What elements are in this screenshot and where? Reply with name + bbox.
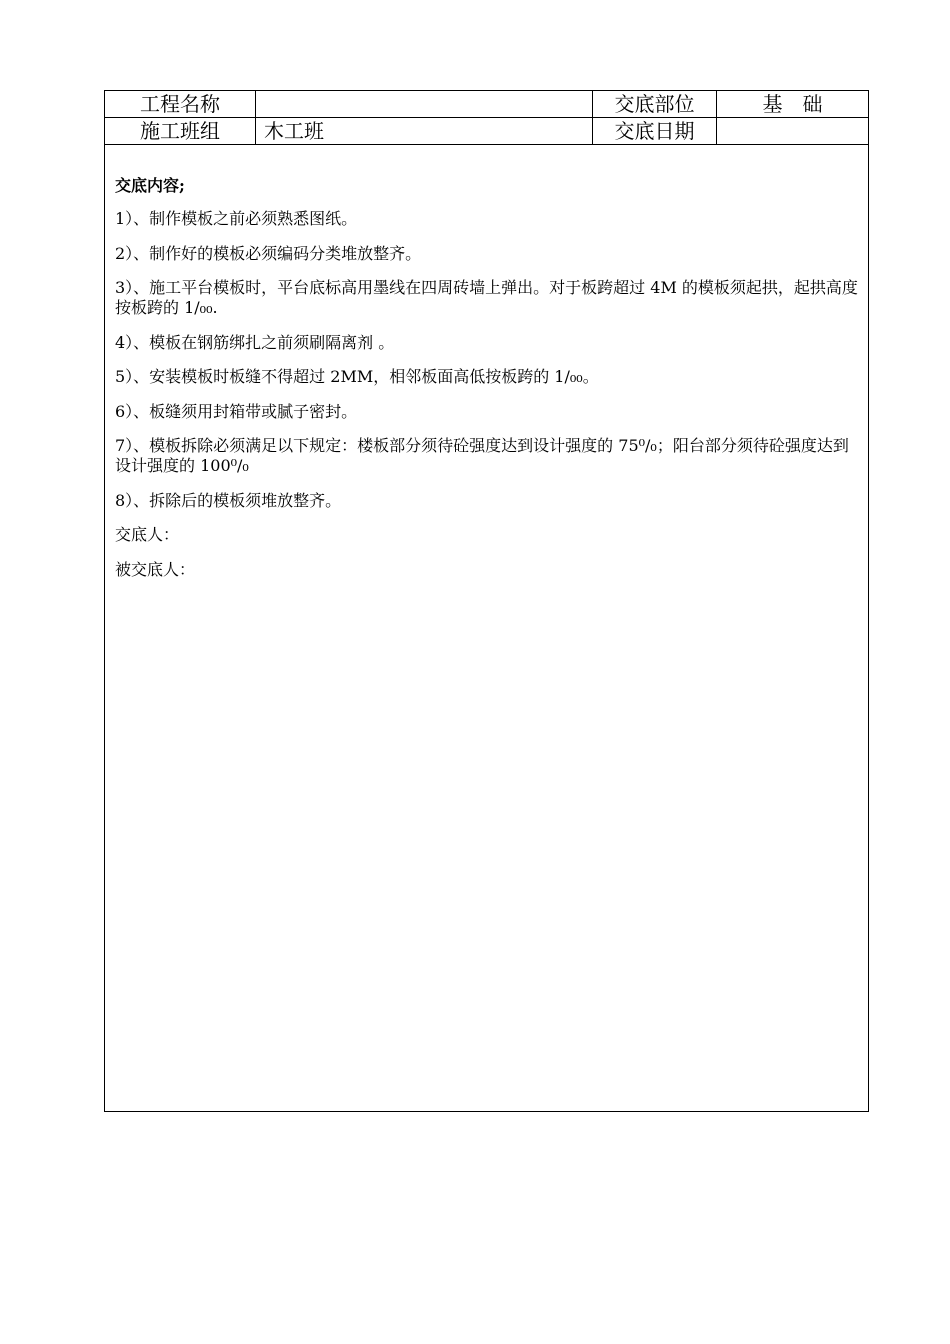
handover-date-value (717, 118, 868, 144)
content-item: 1）、制作模板之前必须熟悉图纸。 (115, 209, 358, 228)
content-item: 4）、模板在钢筋绑扎之前须刷隔离剂 。 (115, 332, 395, 352)
project-name-value (256, 91, 593, 117)
content-item: 7）、模板拆除必须满足以下规定：楼板部分须待砼强度达到设计强度的 75⁰/₀；阳台部分须待砼强度达到设计强度的 100⁰/₀ (115, 436, 849, 475)
crew-value: 木工班 (256, 118, 593, 144)
received-by-label: 被交底人： (115, 559, 196, 579)
content-item: 3）、施工平台模板时，平台底标高用墨线在四周砖墙上弹出。对于板跨超过 4M 的模板须起拱，起拱高度按板跨的 1/₀₀. (115, 278, 858, 317)
handover-date-label: 交底日期 (593, 118, 717, 144)
content-heading: 交底内容; (115, 176, 185, 195)
header-row-1 (105, 91, 868, 118)
content-area (115, 176, 863, 594)
content-item: 8）、拆除后的模板须堆放整齐。 (115, 490, 342, 510)
content-item: 6）、板缝须用封箱带或腻子密封。 (115, 401, 358, 421)
project-name-label: 工程名称 (105, 91, 256, 117)
handover-by-label: 交底人： (115, 525, 180, 544)
content-item: 2）、制作好的模板必须编码分类堆放整齐。 (115, 243, 422, 263)
handover-part-value: 基 础 (762, 92, 823, 116)
handover-part-label: 交底部位 (593, 91, 717, 117)
crew-label: 施工班组 (105, 118, 256, 144)
content-item: 5）、安装模板时板缝不得超过 2MM，相邻板面高低按板跨的 1/₀₀。 (115, 367, 599, 386)
header-row-2 (105, 118, 868, 145)
handover-form (104, 90, 869, 1112)
